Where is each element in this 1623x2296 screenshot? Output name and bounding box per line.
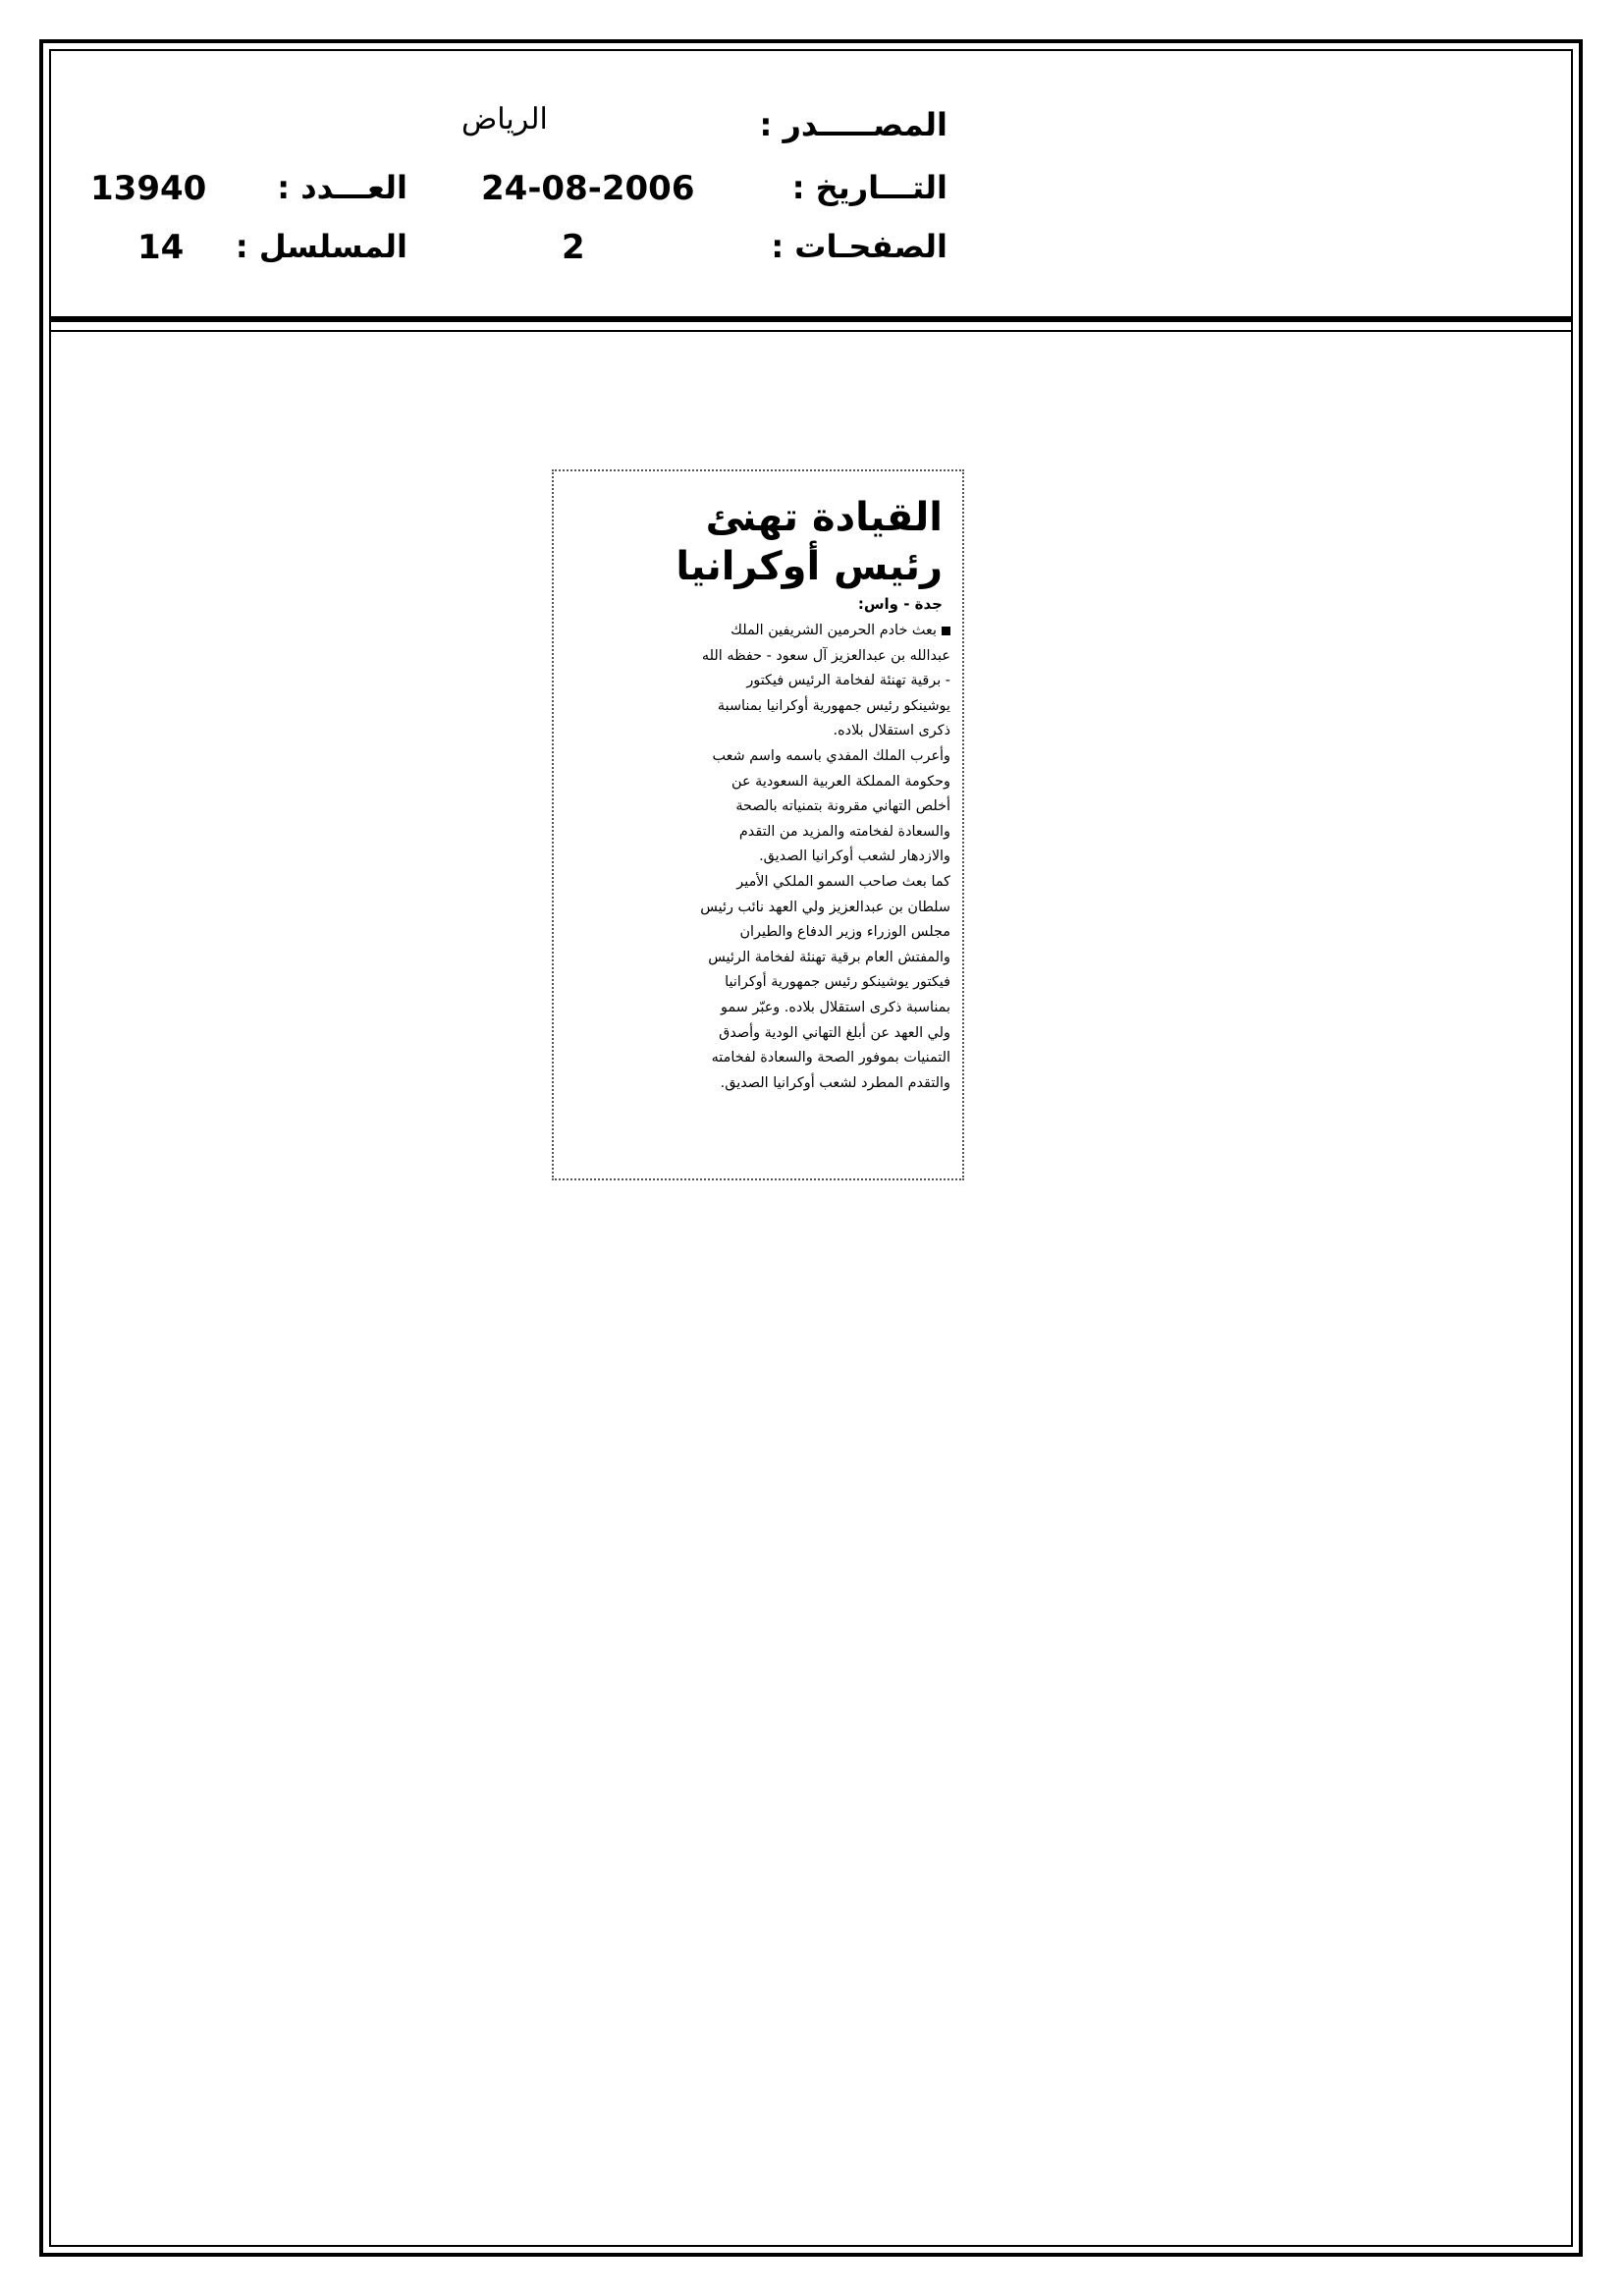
article-line: ولي العهد عن أبلغ التهاني الودية وأصدق: [719, 1024, 950, 1041]
serial-label: المسلسل :: [235, 228, 407, 265]
news-clipping: [552, 469, 964, 1180]
article-line: عبدالله بن عبدالعزيز آل سعود - حفظه الله: [701, 647, 950, 664]
article-line: فيكتور يوشينكو رئيس جمهورية أوكرانيا: [725, 974, 950, 991]
article-line: وحكومة المملكة العربية السعودية عن: [731, 773, 950, 790]
article-line: والتقدم المطرد لشعب أوكرانيا الصديق.: [720, 1074, 950, 1091]
article-dateline: جدة - واس:: [857, 595, 943, 613]
article-body: [562, 619, 950, 1096]
article-title-line2: رئيس أوكرانيا: [676, 544, 943, 589]
article-line: بعث خادم الحرمين الشريفين الملك: [562, 619, 950, 644]
square-bullet-icon: [942, 627, 950, 635]
article-line: سلطان بن عبدالعزيز ولي العهد نائب رئيس: [700, 899, 950, 915]
article-line: والمفتش العام برقية تهنئة لفخامة الرئيس: [708, 949, 950, 965]
header-divider-thin: [49, 330, 1573, 332]
article-line: ذكرى استقلال بلاده.: [833, 723, 950, 739]
pages-value: 2: [562, 228, 585, 267]
article-line: مجلس الوزراء وزير الدفاع والطيران: [739, 924, 950, 941]
source-value: الرياض: [461, 102, 548, 137]
header-divider: [49, 316, 1573, 322]
article-line: - برقية تهنئة لفخامة الرئيس فيكتور: [746, 673, 950, 689]
article-line: بمناسبة ذكرى استقلال بلاده. وعبّر سمو: [721, 999, 950, 1015]
article-title-line1: القيادة تهنئ: [705, 495, 943, 540]
issue-label: العـــدد :: [277, 169, 407, 206]
source-label: المصـــــدر :: [759, 106, 947, 143]
article-line: كما بعث صاحب السمو الملكي الأمير: [736, 873, 950, 890]
date-value: 24-08-2006: [481, 169, 695, 208]
article-line: والسعادة لفخامته والمزيد من التقدم: [738, 823, 950, 840]
issue-value: 13940: [90, 169, 207, 208]
article-line: التمنيات بموفور الصحة والسعادة لفخامته: [711, 1050, 950, 1066]
article-line: وأعرب الملك المفدي باسمه واسم شعب: [712, 747, 950, 764]
article-line: يوشينكو رئيس جمهورية أوكرانيا بمناسبة: [717, 697, 950, 714]
article-line: أخلص التهاني مقرونة بتمنياته بالصحة: [735, 798, 950, 815]
article-line: والازدهار لشعب أوكرانيا الصديق.: [759, 848, 950, 865]
serial-value: 14: [137, 228, 185, 267]
pages-label: الصفحـات :: [771, 228, 947, 265]
date-label: التـــاريخ :: [791, 169, 947, 206]
